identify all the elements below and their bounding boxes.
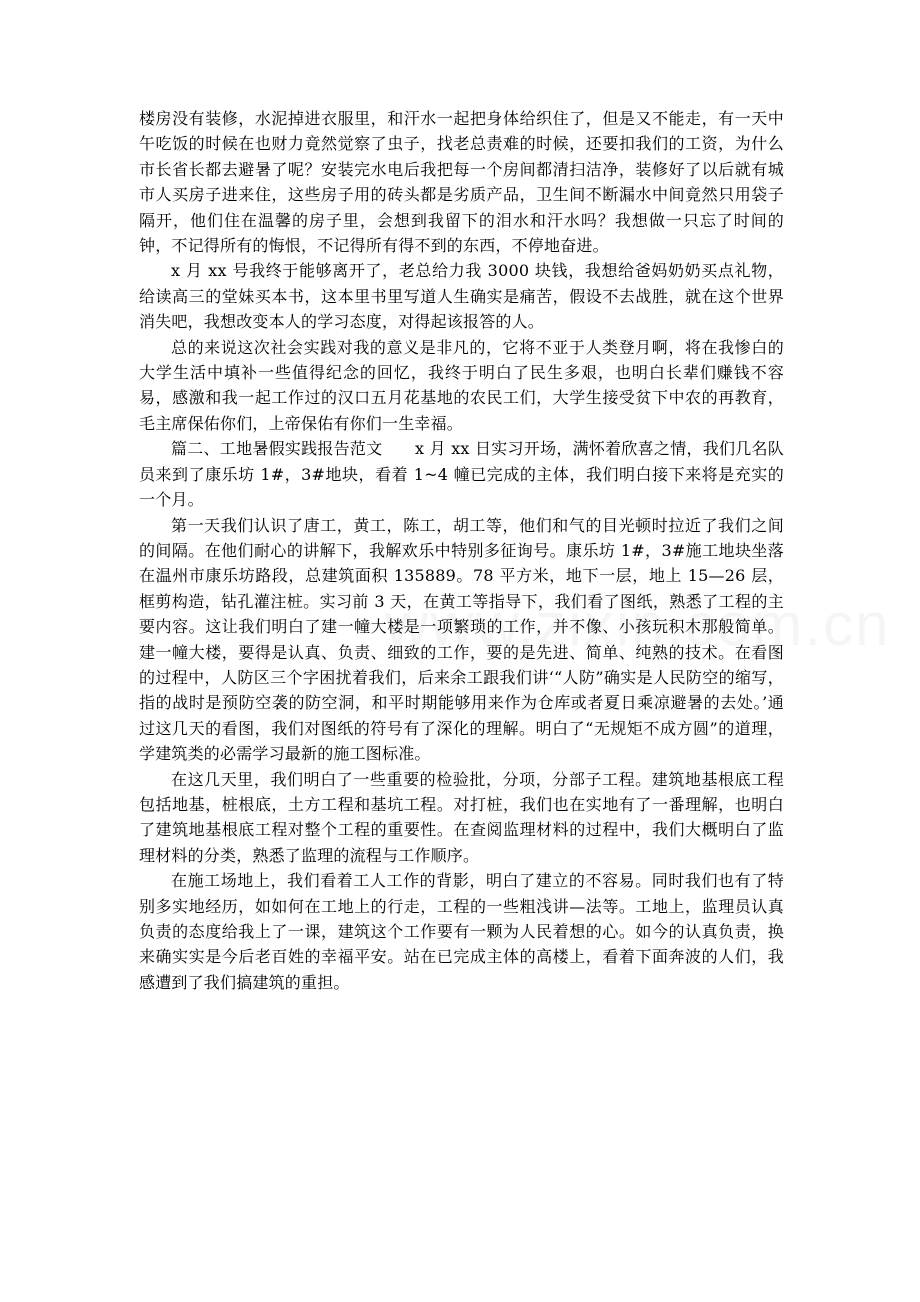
paragraph-3: 总的来说这次社会实践对我的意义是非凡的，它将不亚于人类登月啊，将在我惨白的大学生活中填补一些值得纪念的回忆，我终于明白了民生多艰，也明白长辈们赚钱不容易，感激和我一起工作过的汉口五月花基地的农民工们，大学生接受贫下中农的再教育，毛主席保佑你们，上帝保佑有你们一生幸福。 (139, 337, 784, 433)
paragraph-7: 在施工场地上，我们看着工人工作的背影，明白了建立的不容易。同时我们也有了特别多实地经历，如如何在工地上的行走，工程的一些粗浅讲—法等。工地上，监理员认真负责的态度给我上了一课，建筑这个工作要有一颗为人民着想的心。如今的认真负责，换来确实实是今后老百姓的幸福平安。站在已完成主体的高楼上，看着下面奔波的人们，我感遭到了我们搞建筑的重担。 (139, 871, 784, 992)
paragraph-5: 第一天我们认识了唐工，黄工，陈工，胡工等，他们和气的目光顿时拉近了我们之间的间隔。在他们耐心的讲解下，我解欢乐中特别多征询号。康乐坊 1#，3#施工地块坐落在温州市康乐坊路段，总建筑面积 135889。78 平方米，地下一层，地上 15—26 层，框剪构造，钻孔灌注桩。实习前 3 天，在黄工等指导下，我们看了图纸，熟悉了工程的主要内容。这让我们明白了建一幢大楼是一项繁琐的工作，并不像、小孩玩积木那般简单。建一幢大楼，要得是认真、负责、细致的工作，要的是先进、简单、纯熟的技术。在看图的过程中，人防区三个字困扰着我们，后来余工跟我们讲‘“人防”确实是人民防空的缩写，指的战时是预防空袭的防空洞，和平时期能够用来作为仓库或者夏日乘凉避暑的去处。’通过这几天的看图，我们对图纸的符号有了深化的理解。明白了“无规矩不成方圆”的道理，学建筑类的必需学习最新的施工图标准。 (139, 515, 784, 764)
paragraph-2: x 月 xx 号我终于能够离开了，老总给力我 3000 块钱，我想给爸妈奶奶买点礼物，给读高三的堂妹买本书，这本里书里写道人生确实是痛苦，假设不去战胜，就在这个世界消失吧，我想改变本人的学习态度，对得起该报答的人。 (139, 261, 784, 332)
document-page (139, 106, 784, 995)
paragraph-6: 在这几天里，我们明白了一些重要的检验批，分项，分部子工程。建筑地基根底工程包括地基，桩根底，土方工程和基坑工程。对打桩，我们也在实地有了一番理解，也明白了建筑地基根底工程对整个工程的重要性。在查阅监理材料的过程中，我们大概明白了监理材料的分类，熟悉了监理的流程与工作顺序。 (139, 769, 784, 865)
paragraph-1: 楼房没有装修，水泥掉进衣服里，和汗水一起把身体给织住了，但是又不能走，有一天中午吃饭的时候在也财力竟然觉察了虫子，找老总责难的时候，还要扣我们的工资，为什么市长省长都去避暑了呢？安装完水电后我把每一个房间都清扫洁净，装修好了以后就有城市人买房子进来住，这些房子用的砖头都是劣质产品，卫生间不断漏水中间竟然只用袋子隔开，他们住在温馨的房子里，会想到我留下的泪水和汗水吗？我想做一只忘了时间的钟，不记得所有的悔恨，不记得所有得不到的东西，不停地奋进。 (139, 109, 784, 256)
paragraph-4-section-heading: 篇二、工地暑假实践报告范文 x 月 xx 日实习开场，满怀着欣喜之情，我们几名队员来到了康乐坊 1#，3#地块，看着 1~4 幢已完成的主体，我们明白接下来将是充实的一个月。 (139, 439, 784, 510)
